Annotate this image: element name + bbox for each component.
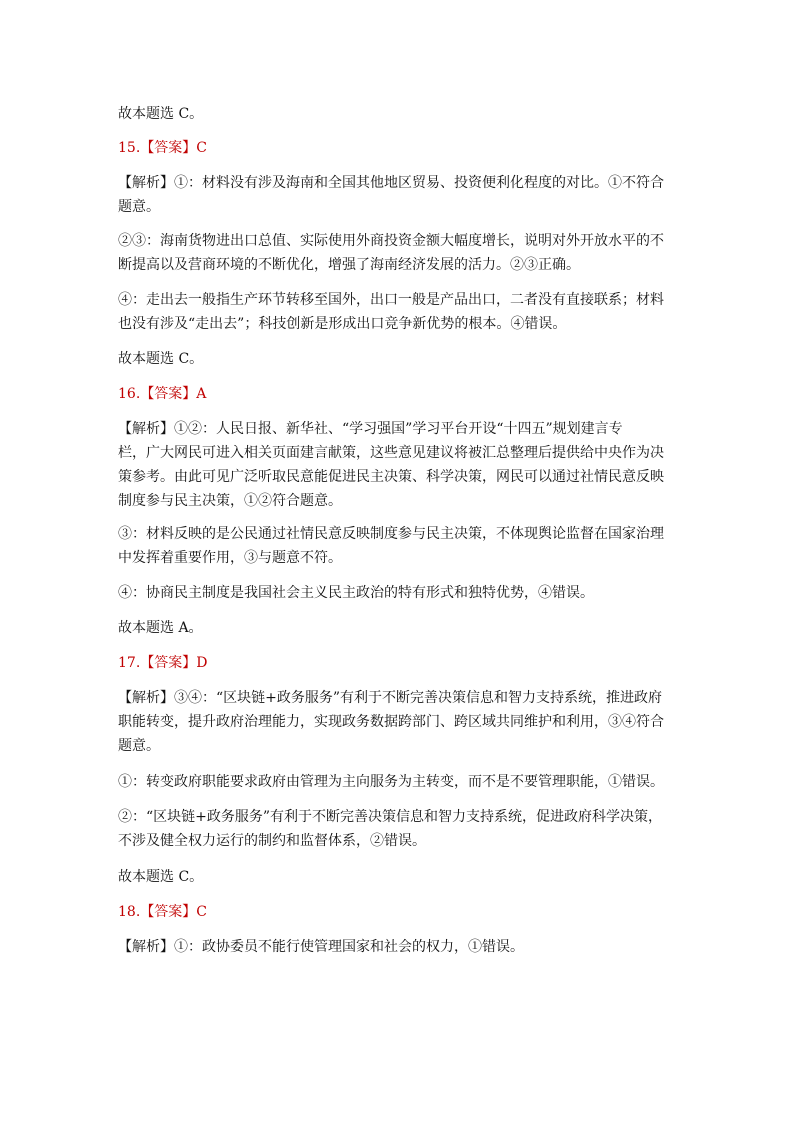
paragraph: ④：走出去一般指生产环节转移至国外，出口一般是产品出口，二者没有直接联系；材料 也没有涉及“走出去”；科技创新是形成出口竞争新优势的根本。④错误。 xyxy=(118,292,664,332)
answer-line: 16.【答案】A xyxy=(118,386,207,402)
paragraph: 【解析】①：政协委员不能行使管理国家和社会的权力，①错误。 xyxy=(118,939,524,955)
answer-line: 17.【答案】D xyxy=(118,655,208,671)
paragraph: 【解析】①：材料没有涉及海南和全国其他地区贸易、投资便利化程度的对比。①不符合 题意。 xyxy=(118,175,664,215)
paragraph: ④：协商民主制度是我国社会主义民主政治的特有形式和独特优势，④错误。 xyxy=(118,585,594,601)
paragraph: 故本题选 C。 xyxy=(118,351,204,367)
paragraph: 【解析】③④：“区块链+政务服务”有利于不断完善决策信息和智力支持系统，推进政府 职能转变，提升政府治理能力，实现政务数据跨部门、跨区域共同维护和利用，③④符合 题意。 xyxy=(118,690,664,754)
paragraph: ①：转变政府职能要求政府由管理为主向服务为主转变，而不是不要管理职能，①错误。 xyxy=(118,774,664,790)
paragraph: ③：材料反映的是公民通过社情民意反映制度参与民主决策，不体现舆论监督在国家治理 中发挥着重要作用，③与题意不符。 xyxy=(118,526,664,566)
paragraph: 故本题选 C。 xyxy=(118,106,204,122)
paragraph: 故本题选 C。 xyxy=(118,869,204,885)
answer-line: 18.【答案】C xyxy=(118,904,207,920)
paragraph: 【解析】①②：人民日报、新华社、“学习强国”学习平台开设“十四五”规划建言专 栏，广大网民可进入相关页面建言献策，这些意见建议将被汇总整理后提供给中央作为决 策参考。由此可见广泛听取民意能促进民主决策、科学决策，网民可以通过社情民意反映 制度参与民主决策，①②符合题意。 xyxy=(118,421,664,509)
paragraph: ②③：海南货物进出口总值、实际使用外商投资金额大幅度增长，说明对外开放水平的不 断提高以及营商环境的不断优化，增强了海南经济发展的活力。②③正确。 xyxy=(118,233,664,273)
paragraph: 故本题选 A。 xyxy=(118,620,203,636)
paragraph: ②：“区块链+政务服务”有利于不断完善决策信息和智力支持系统，促进政府科学决策， 不涉及健全权力运行的制约和监督体系，②错误。 xyxy=(118,809,663,849)
answer-line: 15.【答案】C xyxy=(118,140,207,156)
